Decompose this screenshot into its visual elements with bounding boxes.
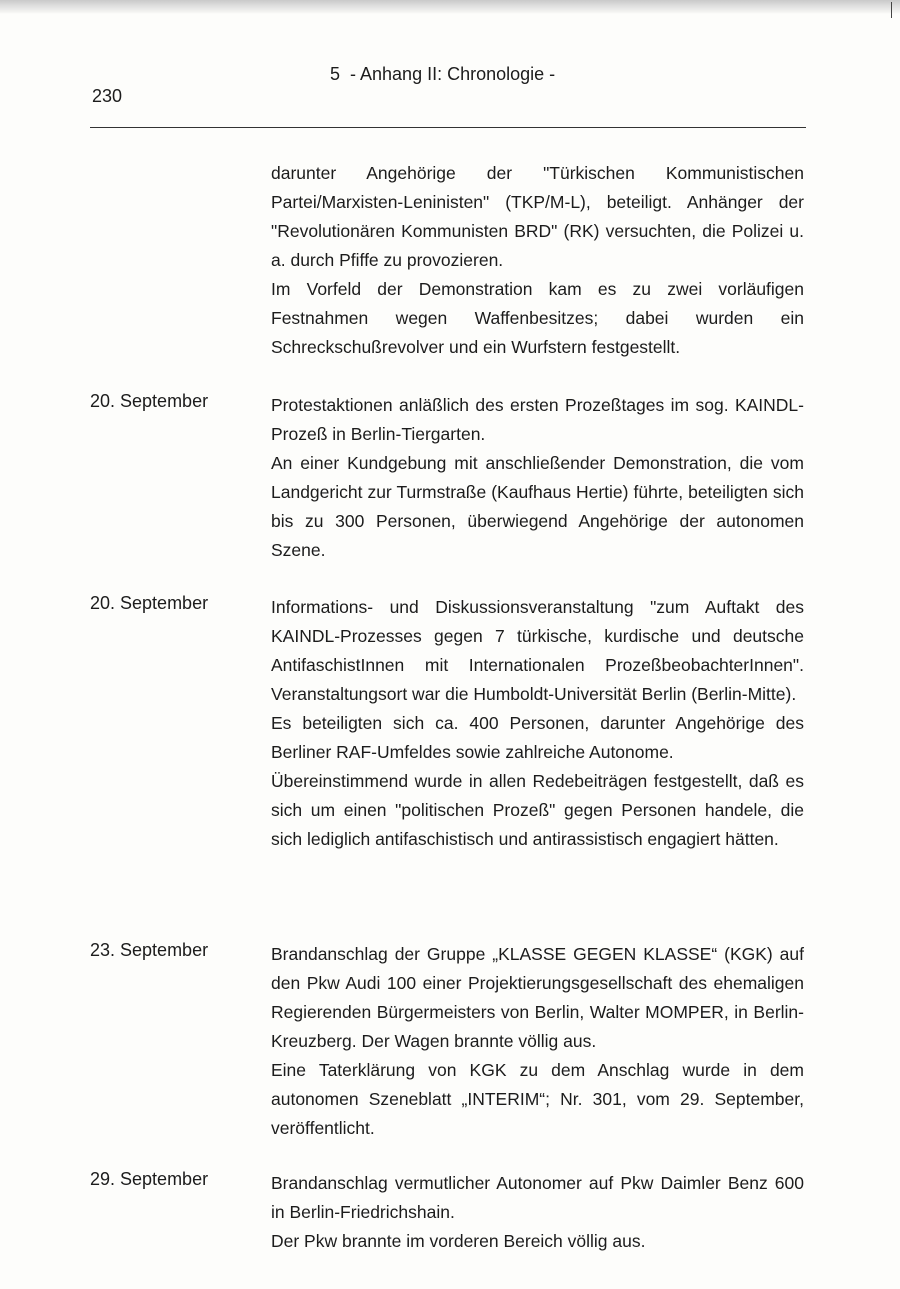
entry-paragraph: Brandanschlag der Gruppe „KLASSE GEGEN KLASSE“ (KGK) auf den Pkw Audi 100 einer Projektierungsgesellschaft des ehemaligen Regierenden Bürgermeisters von Berlin, Walter MOMPER, in Berlin-Kreuzberg. Der Wagen brannte völlig aus. xyxy=(271,944,804,1051)
running-head: 5 - Anhang II: Chronologie - xyxy=(330,64,556,84)
entry-paragraph: Informations- und Diskussionsveranstaltung "zum Auftakt des KAINDL-Prozesses gegen 7 türkische, kurdische und deutsche AntifaschistInnen mit Internationalen ProzeßbeobachterInnen". Veranstaltungsort war die Humboldt-Universität Berlin (Berlin-Mitte). xyxy=(271,597,804,704)
entry-paragraph: Brandanschlag vermutlicher Autonomer auf Pkw Daimler Benz 600 in Berlin-Friedrichshain. xyxy=(271,1173,804,1222)
entry-date: 23. September xyxy=(90,940,209,960)
entry-text xyxy=(271,1169,804,1256)
scan-mark xyxy=(891,2,892,18)
entry-paragraph: Der Pkw brannte im vorderen Bereich völlig aus. xyxy=(271,1231,646,1251)
entry-paragraph: Eine Taterklärung von KGK zu dem Anschlag wurde in dem autonomen Szeneblatt „INTERIM“; Nr. 301, vom 29. September, veröffentlicht. xyxy=(271,1060,804,1138)
entry-text xyxy=(271,391,804,565)
entry-text xyxy=(271,593,804,854)
page-number: 230 xyxy=(92,86,123,106)
entry-date: 20. September xyxy=(90,593,209,613)
entry-text xyxy=(271,159,804,362)
entry-paragraph: An einer Kundgebung mit anschließender Demonstration, die vom Landgericht zur Turmstraße (Kaufhaus Hertie) führte, beteiligten sich bis zu 300 Personen, überwiegend Angehörige der autonomen Szene. xyxy=(271,453,804,560)
entry-paragraph: Protestaktionen anläßlich des ersten Prozeßtages im sog. KAINDL-Prozeß in Berlin-Tiergarten. xyxy=(271,395,804,444)
entry-date: 20. September xyxy=(90,391,209,411)
scan-edge-shadow xyxy=(0,0,900,14)
header-rule xyxy=(90,127,806,128)
entry-paragraph: Es beteiligten sich ca. 400 Personen, darunter Angehörige des Berliner RAF-Umfeldes sowie zahlreiche Autonome. xyxy=(271,713,804,762)
entry-paragraph: Im Vorfeld der Demonstration kam es zu zwei vorläufigen Festnahmen wegen Waffenbesitzes; dabei wurden ein Schreckschußrevolver und ein Wurfstern festgestellt. xyxy=(271,279,804,357)
entry-date: 29. September xyxy=(90,1169,209,1189)
entry-paragraph: darunter Angehörige der "Türkischen Kommunistischen Partei/Marxisten-Leninisten" (TKP/M-L), beteiligt. Anhänger der "Revolutionären Kommunisten BRD" (RK) versuchten, die Polizei u. a. durch Pfiffe zu provozieren. xyxy=(271,163,804,270)
entry-text xyxy=(271,940,804,1143)
entry-paragraph: Übereinstimmend wurde in allen Redebeiträgen festgestellt, daß es sich um einen "politischen Prozeß" gegen Personen handele, die sich lediglich antifaschistisch und antirassistisch engagiert hätten. xyxy=(271,771,804,849)
